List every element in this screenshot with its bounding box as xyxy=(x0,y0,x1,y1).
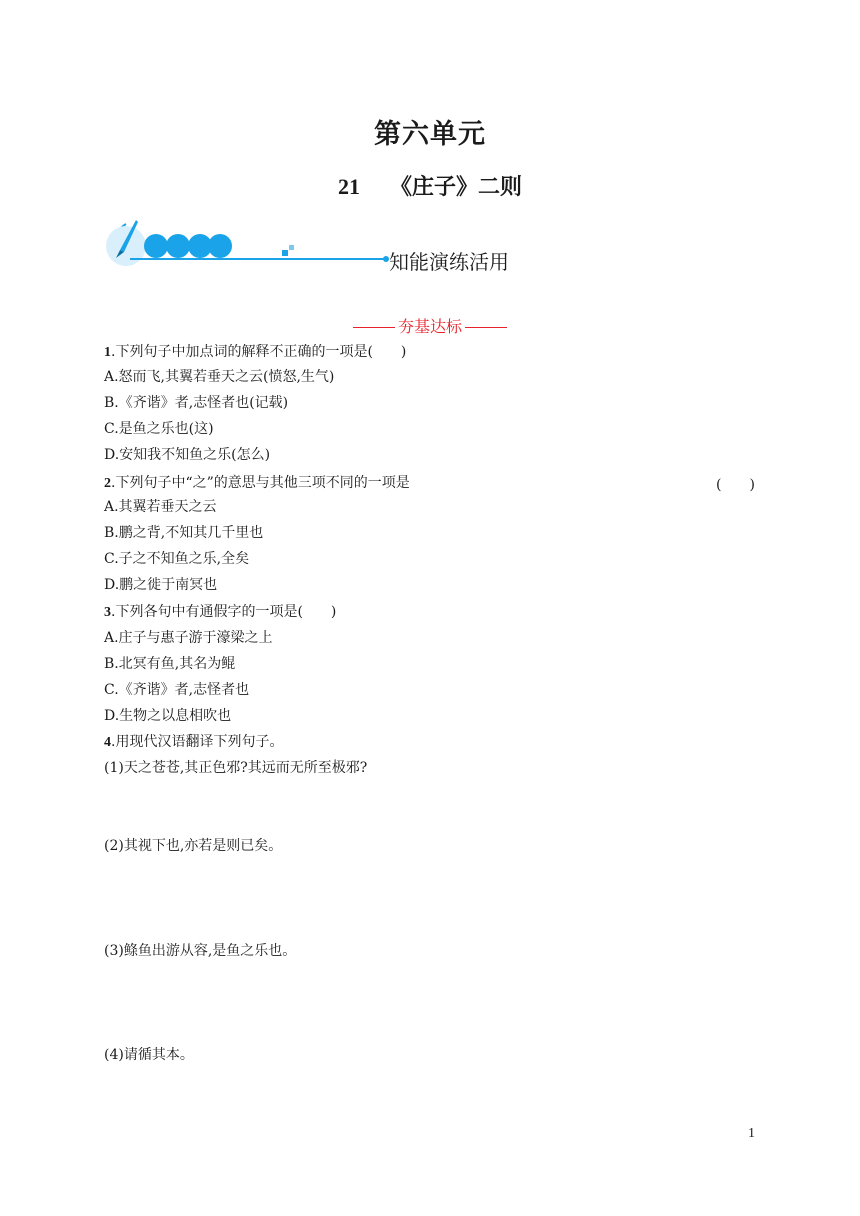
question-number: 4 xyxy=(104,735,111,750)
section-heading xyxy=(0,314,860,337)
question-1-option-b: B.《齐谐》者,志怪者也(记载) xyxy=(104,395,289,411)
question-3-option-d: D.生物之以息相吹也 xyxy=(104,708,232,724)
question-4-item-3: (3)鲦鱼出游从容,是鱼之乐也。 xyxy=(104,943,297,959)
banner-label: 知能演练活用 xyxy=(389,250,509,274)
lesson-name: 《庄子》二则 xyxy=(389,175,522,200)
question-2-stem xyxy=(104,474,410,493)
question-text: .下列各句中有通假字的一项是( ) xyxy=(111,604,337,620)
question-number: 2 xyxy=(104,476,111,491)
question-2-option-d: D.鹏之徙于南冥也 xyxy=(104,577,218,593)
section-rule-left xyxy=(353,327,395,328)
question-1-option-a: A.怒而飞,其翼若垂天之云(愤怒,生气) xyxy=(104,369,335,385)
question-4-item-2: (2)其视下也,亦若是则已矣。 xyxy=(104,838,283,854)
page-number: 1 xyxy=(748,1126,755,1141)
question-3-stem xyxy=(104,603,336,622)
question-number: 3 xyxy=(104,605,111,620)
question-number: 1 xyxy=(104,345,111,360)
section-title: 夯基达标 xyxy=(397,317,462,336)
answer-paren: ( ) xyxy=(716,477,755,493)
question-2-option-a: A.其翼若垂天之云 xyxy=(104,499,217,515)
unit-title: 第六单元 xyxy=(374,119,486,150)
question-4-item-1: (1)天之苍苍,其正色邪?其远而无所至极邪? xyxy=(104,760,368,776)
lesson-title xyxy=(0,170,860,201)
section-rule-right xyxy=(465,327,507,328)
question-2-option-b: B.鹏之背,不知其几千里也 xyxy=(104,525,264,541)
progress-dots xyxy=(144,234,232,258)
question-4-item-4: (4)请循其本。 xyxy=(104,1047,194,1063)
question-3-option-a: A.庄子与惠子游于濠梁之上 xyxy=(104,630,273,646)
question-3-option-b: B.北冥有鱼,其名为鲲 xyxy=(104,656,236,672)
question-3-option-c: C.《齐谐》者,志怪者也 xyxy=(104,682,250,698)
question-1-option-c: C.是鱼之乐也(这) xyxy=(104,421,214,437)
question-1-stem xyxy=(104,343,406,362)
question-4-stem xyxy=(104,733,283,752)
question-2-option-c: C.子之不知鱼之乐,全矣 xyxy=(104,551,250,567)
question-text: .下列句子中“之”的意思与其他三项不同的一项是 xyxy=(111,475,410,491)
question-text: .下列句子中加点词的解释不正确的一项是( ) xyxy=(111,344,407,360)
question-text: .用现代汉语翻译下列句子。 xyxy=(111,734,284,750)
question-1-option-d: D.安知我不知鱼之乐(怎么) xyxy=(104,447,271,463)
lesson-number: 21 xyxy=(337,174,360,199)
